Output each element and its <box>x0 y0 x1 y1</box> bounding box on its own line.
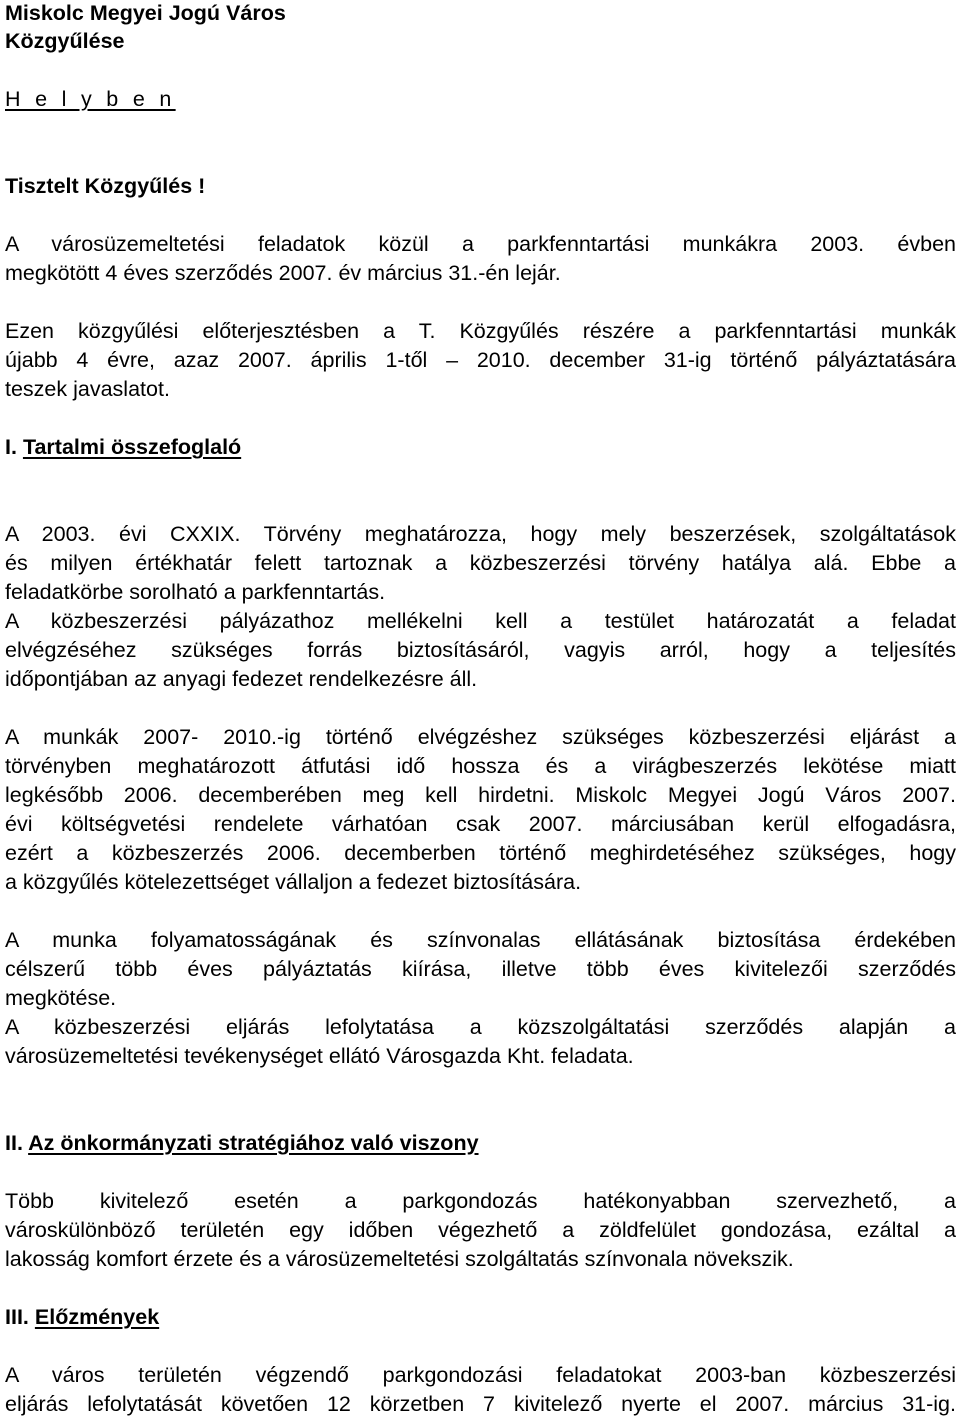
section-3-number: III. <box>5 1305 29 1329</box>
section-1-p1-line: feladatkörbe sorolható a parkfenntartás. <box>5 580 386 604</box>
intro-p2-line: Ezen közgyűlési előterjesztésben a T. Közgyűlés részére a parkfenntartási munkák <box>5 319 956 343</box>
section-3-p1-line: A város területén végzendő parkgondozási feladatokat 2003-ban közbeszerzési <box>5 1363 956 1387</box>
addressee-line-2: Közgyűlése <box>5 29 125 53</box>
section-1-p3-line: törvényben meghatározott átfutási idő hossza és a virágbeszerzés lekötése miatt <box>5 754 956 778</box>
addressee-line-1: Miskolc Megyei Jogú Város <box>5 1 286 25</box>
section-1-p5-line: A közbeszerzési eljárás lefolytatása a közszolgáltatási szerződés alapján a <box>5 1015 956 1039</box>
section-3-title: Előzmények <box>34 1305 160 1329</box>
section-3-heading <box>5 1303 956 1332</box>
section-2-p1-line: városkülönböző területén egy időben végezhető a zöldfelület gondozása, ezáltal a <box>5 1218 956 1242</box>
addressee-place: H e l y b e n <box>5 87 176 111</box>
section-1-p5-line: városüzemeltetési tevékenységet ellátó Városgazda Kht. feladata. <box>5 1044 634 1068</box>
section-1-heading <box>5 433 956 462</box>
section-1-p2-line: elvégzéséhez szükséges forrás biztosításáról, vagyis arról, hogy a teljesítés <box>5 638 956 662</box>
section-2-heading <box>5 1129 956 1158</box>
section-1-p3-line: A munkák 2007- 2010.-ig történő elvégzéshez szükséges közbeszerzési eljárást a <box>5 725 956 749</box>
section-1-number: I. <box>5 435 17 459</box>
section-1-p3-line: évi költségvetési rendelete várhatóan csak 2007. márciusában kerül elfogadásra, <box>5 812 956 836</box>
section-2-title: Az önkormányzati stratégiához való viszony <box>28 1131 479 1155</box>
section-2-number: II. <box>5 1131 23 1155</box>
section-1-p2-line: A közbeszerzési pályázathoz mellékelni kell a testület határozatát a feladat <box>5 609 956 633</box>
section-2-p1-line: lakosság komfort érzete és a városüzemeltetési szolgáltatás színvonala növekszik. <box>5 1247 794 1271</box>
section-2-p1-line: Több kivitelező esetén a parkgondozás hatékonyabban szervezhető, a <box>5 1189 956 1213</box>
salutation: Tisztelt Közgyűlés ! <box>5 174 206 198</box>
intro-p2-line: teszek javaslatot. <box>5 377 170 401</box>
section-3-p1-line: eljárás lefolytatását követően 12 körzetben 7 kivitelező nyerte el 2007. március 31-ig. <box>5 1392 956 1416</box>
section-1-p3-line: legkésőbb 2006. decemberében meg kell hirdetni. Miskolc Megyei Jogú Város 2007. <box>5 783 956 807</box>
section-1-p1-line: és milyen értékhatár felett tartoznak a közbeszerzési törvény hatálya alá. Ebbe a <box>5 551 956 575</box>
section-1-title: Tartalmi összefoglaló <box>22 435 242 459</box>
section-1-p2-line: időpontjában az anyagi fedezet rendelkezésre áll. <box>5 667 478 691</box>
intro-p1-line: A városüzemeltetési feladatok közül a parkfenntartási munkákra 2003. évben <box>5 232 956 256</box>
intro-p2-line: újabb 4 évre, azaz 2007. április 1-től – 2010. december 31-ig történő pályáztatására <box>5 348 956 372</box>
section-1-p4-line: megkötése. <box>5 986 117 1010</box>
section-1-p3-line: ezért a közbeszerzés 2006. decemberben történő meghirdetéséhez szükséges, hogy <box>5 841 956 865</box>
section-1-p4-line: célszerű több éves pályáztatás kiírása, illetve több éves kivitelezői szerződés <box>5 957 956 981</box>
section-1-p1-line: A 2003. évi CXXIX. Törvény meghatározza, hogy mely beszerzések, szolgáltatások <box>5 522 956 546</box>
section-1-p4-line: A munka folyamatosságának és színvonalas ellátásának biztosítása érdekében <box>5 928 956 952</box>
intro-p1-line: megkötött 4 éves szerződés 2007. év március 31.-én lejár. <box>5 261 561 285</box>
section-1-p3-line: a közgyűlés kötelezettséget vállaljon a fedezet biztosítására. <box>5 870 582 894</box>
